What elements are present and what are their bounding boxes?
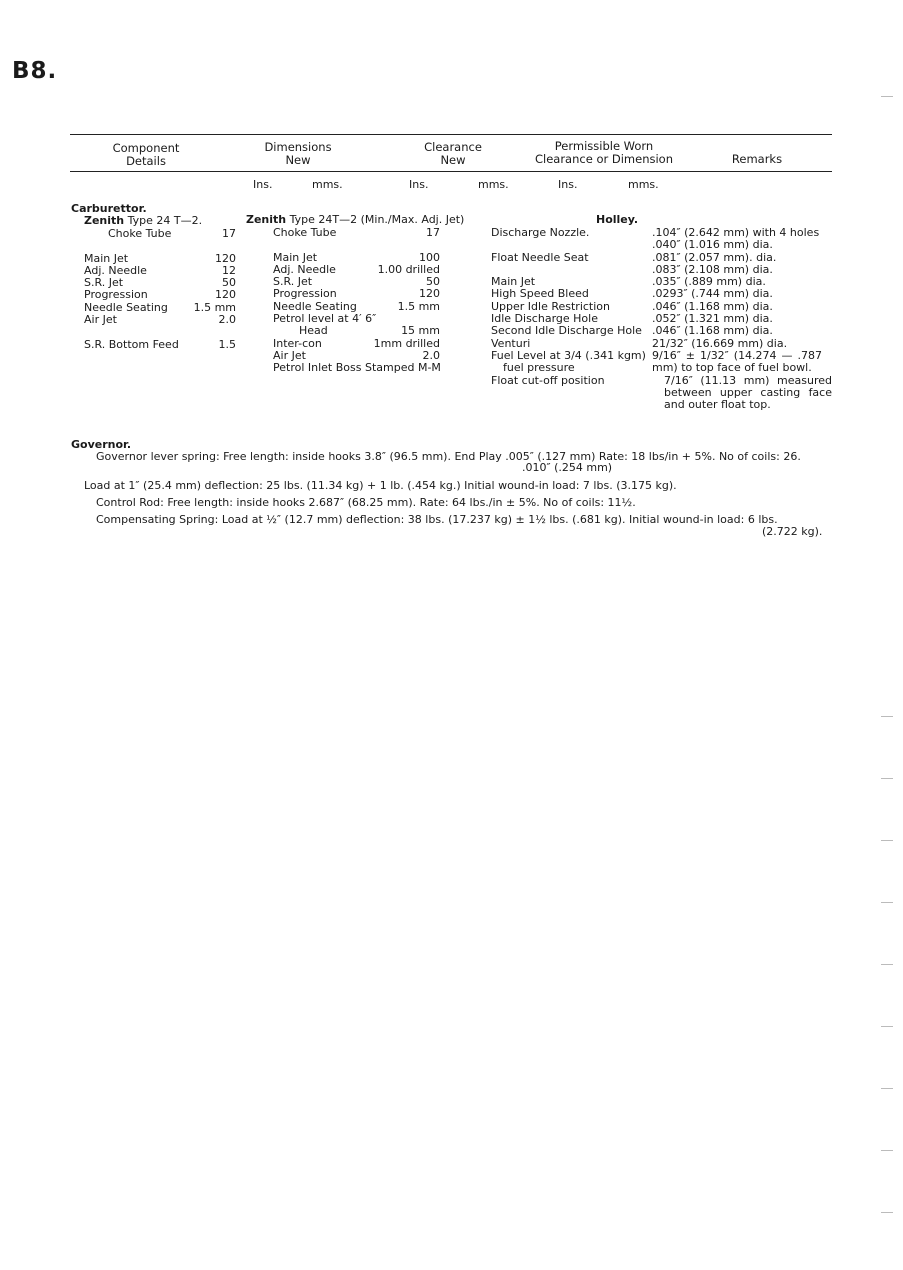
list-item: 120	[419, 287, 440, 301]
list-item: Choke Tube	[273, 226, 337, 239]
list-item: Air Jet	[84, 313, 117, 327]
list-item: .040″ (1.016 mm) dia.	[652, 238, 773, 252]
list-item: Inter-con	[273, 336, 322, 350]
list-item: 1.5 mm	[193, 300, 236, 314]
list-item: 1.5	[218, 337, 236, 351]
section-title-governor: Governor.	[71, 438, 132, 451]
margin-mark	[881, 902, 893, 903]
margin-mark	[881, 1212, 893, 1213]
governor-line: Load at 1″ (25.4 mm) deflection: 25 lbs. (11.34 kg) + 1 lb. (.454 kg.) Initial wound-in load: 7 lbs. (3.175 kg).	[84, 479, 677, 492]
list-item: High Speed Bleed	[491, 287, 589, 301]
unit-mms: mms.	[628, 178, 659, 191]
list-item: 120	[215, 251, 236, 265]
list-item: Needle Seating	[273, 299, 357, 313]
margin-mark	[881, 96, 893, 97]
list-item: Idle Discharge Hole	[491, 312, 598, 326]
margin-mark	[881, 840, 893, 841]
list-item: Adj. Needle	[273, 262, 336, 276]
margin-mark	[881, 1026, 893, 1027]
zenith1-values	[180, 228, 236, 351]
page-number: B8.	[12, 58, 58, 84]
unit-ins: Ins.	[558, 178, 578, 191]
list-item: .046″ (1.168 mm) dia.	[652, 299, 773, 313]
list-item: Air Jet	[273, 348, 306, 362]
list-item: fuel pressure	[503, 361, 575, 375]
header-dimensions: Dimensions New	[264, 140, 332, 167]
list-item	[180, 240, 236, 252]
governor-line: Governor lever spring: Free length: inside hooks 3.8″ (96.5 mm). End Play .005″ (.127 mm) Rate: 18 lbs/in + 5%. No of coils: 26.	[96, 450, 801, 463]
list-item: Head	[299, 324, 328, 338]
governor-line: Control Rod: Free length: inside hooks 2.687″ (68.25 mm). Rate: 64 lbs./in ± 5%. No of coils: 11½.	[96, 496, 636, 509]
zenith2-values	[360, 227, 440, 375]
list-item: 7/16″ (11.13 mm) measured between upper casting face and outer float top.	[664, 373, 832, 412]
list-item: 2.0	[422, 348, 440, 362]
list-item: 1.5 mm	[397, 299, 440, 313]
list-item: 17	[426, 226, 440, 239]
governor-line: .010″ (.254 mm)	[522, 461, 613, 474]
list-item	[491, 239, 651, 251]
list-item: Main Jet	[84, 251, 129, 265]
margin-mark	[881, 716, 893, 717]
list-item: 2.0	[218, 313, 236, 327]
list-item	[360, 362, 440, 374]
list-item: .081″ (2.057 mm). dia.	[652, 250, 777, 264]
list-item: 12	[222, 263, 236, 277]
list-item: S.R. Jet	[273, 275, 313, 289]
list-item: 50	[426, 275, 440, 289]
list-item: .046″ (1.168 mm) dia.	[652, 324, 773, 338]
unit-ins: Ins.	[253, 178, 273, 191]
margin-mark	[881, 964, 893, 965]
list-item: Needle Seating	[84, 300, 168, 314]
list-item: .083″ (2.108 mm) dia.	[652, 262, 773, 276]
margin-mark	[881, 778, 893, 779]
holley-values	[652, 227, 832, 411]
list-item: Progression	[84, 288, 148, 302]
governor-line: (2.722 kg).	[762, 525, 823, 538]
list-item: 15 mm	[401, 324, 440, 338]
list-item: Petrol Inlet Boss Stamped M-M	[273, 361, 441, 375]
list-item: 21/32″ (16.669 mm) dia.	[652, 336, 788, 350]
section-title-carburettor: Carburettor.	[71, 202, 147, 215]
margin-mark	[881, 1088, 893, 1089]
list-item: 1mm drilled	[373, 336, 440, 350]
list-item: Discharge Nozzle.	[491, 226, 590, 239]
zenith-24t2-minmax-heading: Zenith Type 24T—2 (Min./Max. Adj. Jet)	[246, 213, 465, 226]
header-clearance: Clearance New	[424, 140, 482, 167]
list-item: S.R. Jet	[84, 276, 124, 290]
list-item: Main Jet	[491, 275, 536, 289]
list-item: 1.00 drilled	[377, 262, 440, 276]
list-item: Main Jet	[273, 250, 318, 264]
list-item: .104″ (2.642 mm) with 4 holes	[652, 226, 820, 239]
list-item: Upper Idle Restriction	[491, 299, 611, 313]
list-item: Petrol level at 4′ 6″	[273, 312, 377, 326]
holley-labels	[491, 227, 651, 387]
list-item: 17	[222, 227, 236, 240]
list-item: Progression	[273, 287, 337, 301]
list-item: 9/16″ ± 1/32″ (14.274 — .787 mm) to top face of fuel bowl.	[652, 348, 822, 375]
unit-mms: mms.	[478, 178, 509, 191]
unit-mms: mms.	[312, 178, 343, 191]
unit-ins: Ins.	[409, 178, 429, 191]
list-item: Choke Tube	[108, 227, 172, 240]
list-item: Venturi	[491, 336, 531, 350]
header-component: Component Details	[112, 141, 180, 168]
list-item	[180, 326, 236, 338]
governor-line: Compensating Spring: Load at ½″ (12.7 mm) deflection: 38 lbs. (17.237 kg) ± 1½ lbs. (.681 kg). Initial wound-in load: 6 lbs.	[96, 513, 778, 526]
list-item: .052″ (1.321 mm) dia.	[652, 312, 773, 326]
list-item: .0293″ (.744 mm) dia.	[652, 287, 773, 301]
list-item: S.R. Bottom Feed	[84, 337, 179, 351]
list-item	[360, 239, 440, 251]
zenith-24t2-heading: Zenith Type 24 T—2.	[84, 214, 203, 227]
table-top-rule	[70, 134, 832, 135]
list-item: Adj. Needle	[84, 263, 147, 277]
list-item: .035″ (.889 mm) dia.	[652, 275, 766, 289]
list-item: 50	[222, 276, 236, 290]
list-item: Float cut-off position	[491, 373, 605, 387]
header-worn: Permissible Worn Clearance or Dimension	[534, 139, 673, 166]
list-item: 100	[419, 250, 440, 264]
list-item: Second Idle Discharge Hole	[491, 324, 642, 338]
list-item: 120	[215, 288, 236, 302]
margin-mark	[881, 1150, 893, 1151]
header-bottom-rule	[70, 171, 832, 172]
list-item: Float Needle Seat	[491, 250, 589, 264]
header-remarks: Remarks	[731, 152, 783, 166]
list-item: Fuel Level at 3/4 (.341 kgm)	[491, 348, 646, 362]
holley-heading: Holley.	[596, 213, 639, 226]
